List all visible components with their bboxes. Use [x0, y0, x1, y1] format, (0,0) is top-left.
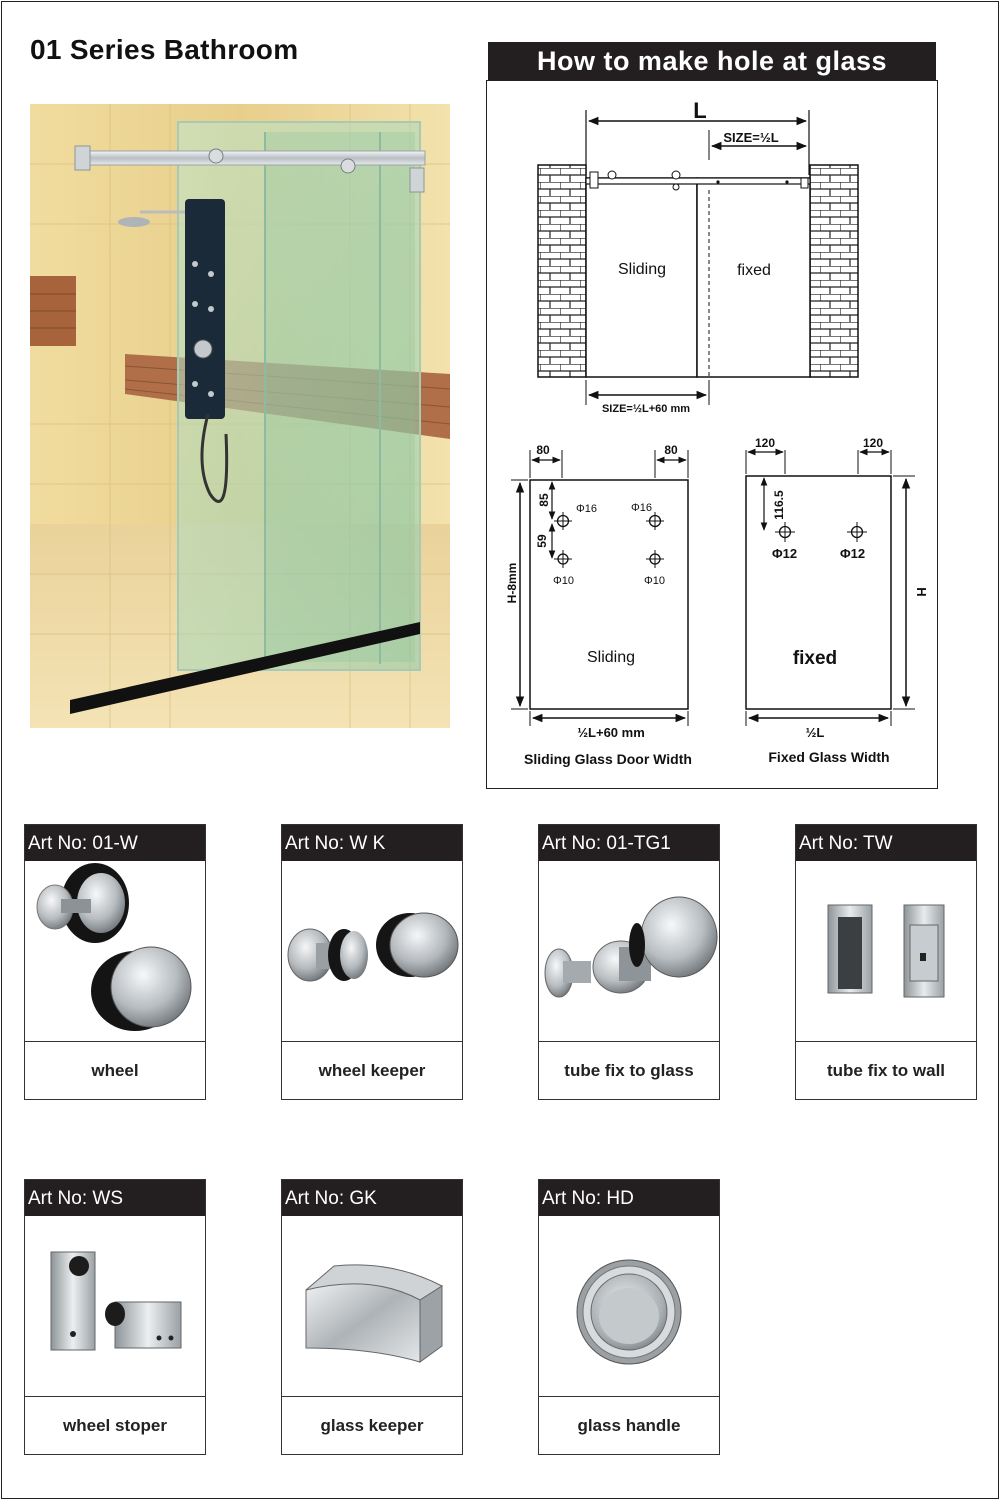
dim-fixed-height: H — [914, 587, 929, 597]
product-card-tube-fix-wall — [795, 824, 977, 1100]
product-card-tube-fix-glass — [538, 824, 720, 1100]
label-hole-12-left: Φ12 — [772, 546, 798, 561]
dim-116: 116.5 — [772, 490, 786, 520]
product-card-wheel — [24, 824, 206, 1100]
product-name: tube fix to wall — [826, 1061, 946, 1080]
dim-L: L — [693, 98, 707, 123]
art-number: Art No: W K — [282, 825, 462, 861]
art-number: Art No: 01-TG1 — [539, 825, 719, 861]
tube-fix-wall-icon — [796, 861, 976, 1042]
art-number: Art No: TW — [796, 825, 976, 861]
product-name: glass handle — [577, 1416, 681, 1435]
product-name: glass keeper — [320, 1416, 424, 1435]
dim-size-sliding: SIZE=½L+60 mm — [601, 403, 691, 415]
product-name: wheel — [91, 1061, 139, 1080]
dim-sliding-left-80: 80 — [536, 443, 550, 457]
wheel-icon — [25, 861, 205, 1042]
dim-fixed-right-120: 120 — [862, 436, 884, 450]
label-hole-10-right: Φ10 — [644, 575, 666, 587]
glass-keeper-icon — [282, 1216, 462, 1397]
product-card-wheel-stopper — [24, 1179, 206, 1455]
art-number: Art No: WS — [25, 1180, 205, 1216]
product-name: wheel stoper — [63, 1416, 167, 1435]
label-hole-12-right: Φ12 — [840, 546, 866, 561]
product-name: wheel keeper — [318, 1061, 426, 1080]
page-title: 01 Series Bathroom — [30, 34, 299, 65]
fixed-caption: Fixed Glass Width — [768, 749, 890, 765]
hole-section-header: How to make hole at glass — [488, 42, 936, 80]
dim-size-half: SIZE=½L — [723, 130, 779, 145]
dim-85: 85 — [537, 493, 551, 507]
label-hole-16-left: Φ16 — [576, 503, 598, 515]
tube-fix-glass-icon — [539, 861, 719, 1042]
fixed-panel-label: fixed — [792, 648, 838, 669]
top-overview-diagram — [538, 98, 858, 415]
art-number: Art No: HD — [539, 1180, 719, 1216]
dim-fixed-left-120: 120 — [754, 436, 776, 450]
wheel-stopper-icon — [25, 1216, 205, 1397]
fixed-glass-diagram — [746, 436, 929, 765]
art-number: Art No: 01-W — [25, 825, 205, 861]
top-sliding-label: Sliding — [617, 261, 667, 278]
product-name: tube fix to glass — [564, 1061, 694, 1080]
dim-sliding-height: H-8mm — [505, 562, 519, 604]
dim-sliding-width: ½L+60 mm — [577, 725, 645, 740]
sliding-glass-diagram — [505, 443, 692, 767]
product-card-glass-handle — [538, 1179, 720, 1455]
sliding-panel-label: Sliding — [586, 649, 636, 666]
top-fixed-label: fixed — [737, 262, 771, 279]
glass-handle-icon — [539, 1216, 719, 1397]
art-number: Art No: GK — [282, 1180, 462, 1216]
wheel-keeper-icon — [282, 861, 462, 1042]
label-hole-16-right: Φ16 — [631, 502, 653, 514]
product-card-wheel-keeper — [281, 824, 463, 1100]
label-hole-10-left: Φ10 — [553, 575, 575, 587]
dim-59: 59 — [535, 534, 549, 548]
dim-fixed-width: ½L — [805, 725, 825, 740]
sliding-caption: Sliding Glass Door Width — [524, 751, 692, 767]
product-card-glass-keeper — [281, 1179, 463, 1455]
dim-sliding-right-80: 80 — [664, 443, 678, 457]
